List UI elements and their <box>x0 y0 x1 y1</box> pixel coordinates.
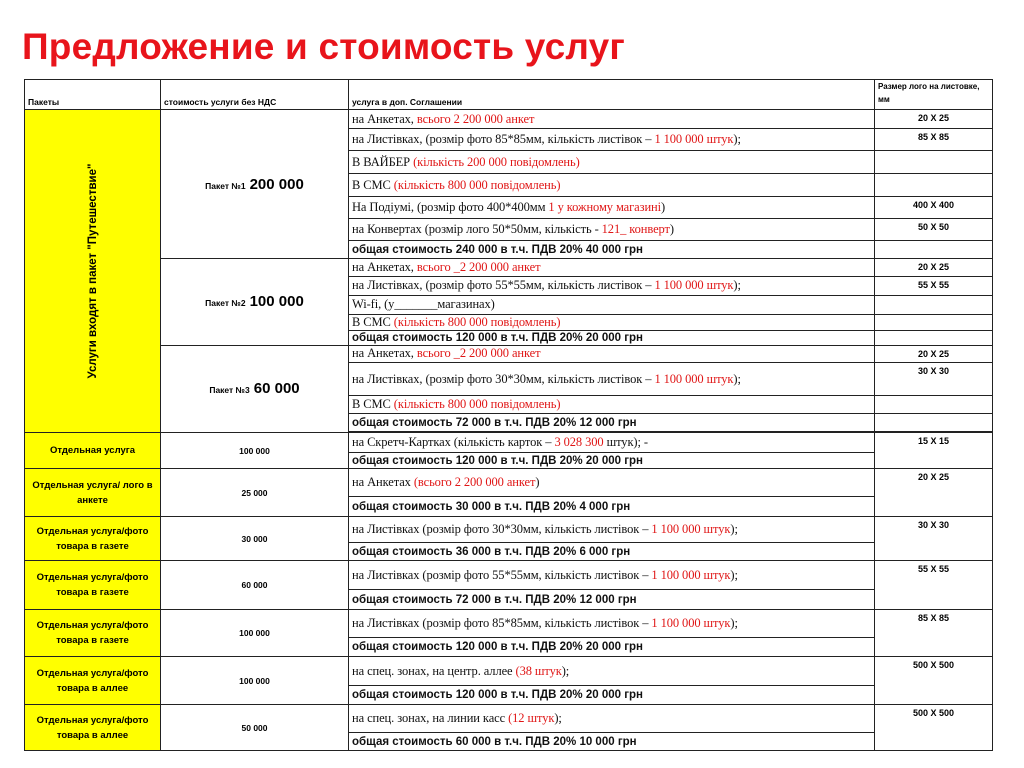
table-row <box>25 345 993 363</box>
separate-price-cell: 60 000 <box>161 561 349 610</box>
service-text: на Листівках (розмір фото 30*30мм, кількість листівок – 1 100 000 штук); <box>349 517 875 543</box>
separate-label-cell: Отдельная услуга/фото товара в аллее <box>25 657 161 705</box>
package-2-name: Пакет №2 <box>205 298 246 309</box>
service-text: на Анкетах (всього 2 200 000 анкет) <box>349 469 875 497</box>
separate-price-cell: 30 000 <box>161 517 349 561</box>
size-cell: 20 Х 25 <box>875 469 993 517</box>
table-row <box>25 705 993 733</box>
table-header-row <box>25 80 993 110</box>
service-text: на Скретч-Картках (кількість карток – 3 028 300 штук); - <box>349 433 875 453</box>
table-row <box>25 469 993 497</box>
total-text: общая стоимость 36 000 в т.ч. ПДВ 20% 6 000 грн <box>349 543 875 561</box>
header-price: стоимость услуги без НДС <box>161 80 349 110</box>
package-3-price: 60 000 <box>253 380 300 398</box>
separate-label-cell: Отдельная услуга <box>25 433 161 469</box>
size-cell <box>875 241 993 259</box>
size-cell: 55 Х 55 <box>875 561 993 610</box>
separate-price-cell: 100 000 <box>161 433 349 469</box>
total-text: общая стоимость 120 000 в т.ч. ПДВ 20% 20 000 грн <box>349 453 875 469</box>
header-size: Размер лого на листовке, мм <box>875 80 993 110</box>
separate-price-cell: 50 000 <box>161 705 349 751</box>
group-label: Услуги входят в пакет "Путешествие" <box>86 163 99 379</box>
size-cell <box>875 330 993 345</box>
service-text: На Подіумі, (розмір фото 400*400мм 1 у кожному магазині) <box>349 197 875 219</box>
service-text: на спец. зонах, на центр. аллее (38 штук); <box>349 657 875 686</box>
services-table-sheet <box>24 79 992 766</box>
separate-label-cell: Отдельная услуга/ лого в анкете <box>25 469 161 517</box>
service-text: на Листівках (розмір фото 55*55мм, кількість листівок – 1 100 000 штук); <box>349 561 875 590</box>
size-cell <box>875 414 993 432</box>
total-text: общая стоимость 120 000 в т.ч. ПДВ 20% 20 000 грн <box>349 686 875 705</box>
group-label-cell <box>25 110 161 433</box>
size-cell: 15 Х 15 <box>875 433 993 469</box>
service-text: на Листівках, (розмір фото 55*55мм, кількість листівок – 1 100 000 штук); <box>349 276 875 295</box>
service-text: на спец. зонах, на линии касс (12 штук); <box>349 705 875 733</box>
size-cell <box>875 396 993 414</box>
total-text: общая стоимость 60 000 в т.ч. ПДВ 20% 10 000 грн <box>349 733 875 751</box>
separate-price-cell: 100 000 <box>161 657 349 705</box>
size-cell: 50 Х 50 <box>875 219 993 241</box>
separate-label-cell: Отдельная услуга/фото товара в аллее <box>25 705 161 751</box>
service-text: В СМС (кількість 800 000 повідомлень) <box>349 396 875 414</box>
service-text: В СМС (кількість 800 000 повідомлень) <box>349 174 875 197</box>
service-text: на Конвертах (розмір лого 50*50мм, кількість - 121_ конверт) <box>349 219 875 241</box>
table-row <box>25 657 993 686</box>
total-text: общая стоимость 120 000 в т.ч. ПДВ 20% 20 000 грн <box>349 638 875 657</box>
size-cell: 20 Х 25 <box>875 259 993 277</box>
size-cell: 55 Х 55 <box>875 276 993 295</box>
table-row <box>25 259 993 277</box>
header-service: услуга в доп. Соглашении <box>349 80 875 110</box>
total-text: общая стоимость 72 000 в т.ч. ПДВ 20% 12 000 грн <box>349 414 875 432</box>
package-1-cell <box>161 110 349 259</box>
size-cell: 20 Х 25 <box>875 110 993 129</box>
service-text: Wi-fi, (у_______магазинах) <box>349 295 875 314</box>
service-text: на Анкетах, всього 2 200 000 анкет <box>349 110 875 129</box>
header-packages: Пакеты <box>25 80 161 110</box>
package-1-price: 200 000 <box>249 175 304 193</box>
size-cell: 20 Х 25 <box>875 345 993 363</box>
service-text: на Анкетах, всього _2 200 000 анкет <box>349 345 875 363</box>
table-row <box>25 110 993 129</box>
package-1-name: Пакет №1 <box>205 180 246 191</box>
table-row <box>25 433 993 453</box>
package-3-name: Пакет №3 <box>209 385 250 396</box>
separate-label-cell: Отдельная услуга/фото товара в газете <box>25 561 161 610</box>
size-cell: 30 Х 30 <box>875 363 993 396</box>
service-text: на Листівках (розмір фото 85*85мм, кількість листівок – 1 100 000 штук); <box>349 610 875 638</box>
package-3-cell <box>161 345 349 433</box>
total-text: общая стоимость 72 000 в т.ч. ПДВ 20% 12 000 грн <box>349 590 875 610</box>
separate-label-cell: Отдельная услуга/фото товара в газете <box>25 517 161 561</box>
separate-label-cell: Отдельная услуга/фото товара в газете <box>25 610 161 657</box>
package-2-price: 100 000 <box>249 293 304 311</box>
size-cell <box>875 295 993 314</box>
separate-price-cell: 25 000 <box>161 469 349 517</box>
table-row <box>25 610 993 638</box>
package-2-cell <box>161 259 349 346</box>
page-title: Предложение и стоимость услуг <box>22 26 626 67</box>
size-cell: 400 Х 400 <box>875 197 993 219</box>
table-row <box>25 517 993 543</box>
services-table <box>24 79 993 751</box>
size-cell <box>875 151 993 174</box>
size-cell: 500 Х 500 <box>875 657 993 705</box>
size-cell <box>875 314 993 330</box>
size-cell: 85 Х 85 <box>875 129 993 151</box>
size-cell <box>875 174 993 197</box>
service-text: В ВАЙБЕР (кількість 200 000 повідомлень) <box>349 151 875 174</box>
total-text: общая стоимость 30 000 в т.ч. ПДВ 20% 4 000 грн <box>349 497 875 517</box>
service-text: В СМС (кількість 800 000 повідомлень) <box>349 314 875 330</box>
table-row <box>25 561 993 590</box>
total-text: общая стоимость 120 000 в т.ч. ПДВ 20% 20 000 грн <box>349 330 875 345</box>
service-text: на Анкетах, всього _2 200 000 анкет <box>349 259 875 277</box>
service-text: на Листівках, (розмір фото 85*85мм, кількість листівок – 1 100 000 штук); <box>349 129 875 151</box>
separate-price-cell: 100 000 <box>161 610 349 657</box>
size-cell: 30 Х 30 <box>875 517 993 561</box>
size-cell: 500 Х 500 <box>875 705 993 751</box>
size-cell: 85 Х 85 <box>875 610 993 657</box>
service-text: на Листівках, (розмір фото 30*30мм, кількість листівок – 1 100 000 штук); <box>349 363 875 396</box>
total-text: общая стоимость 240 000 в т.ч. ПДВ 20% 40 000 грн <box>349 241 875 259</box>
